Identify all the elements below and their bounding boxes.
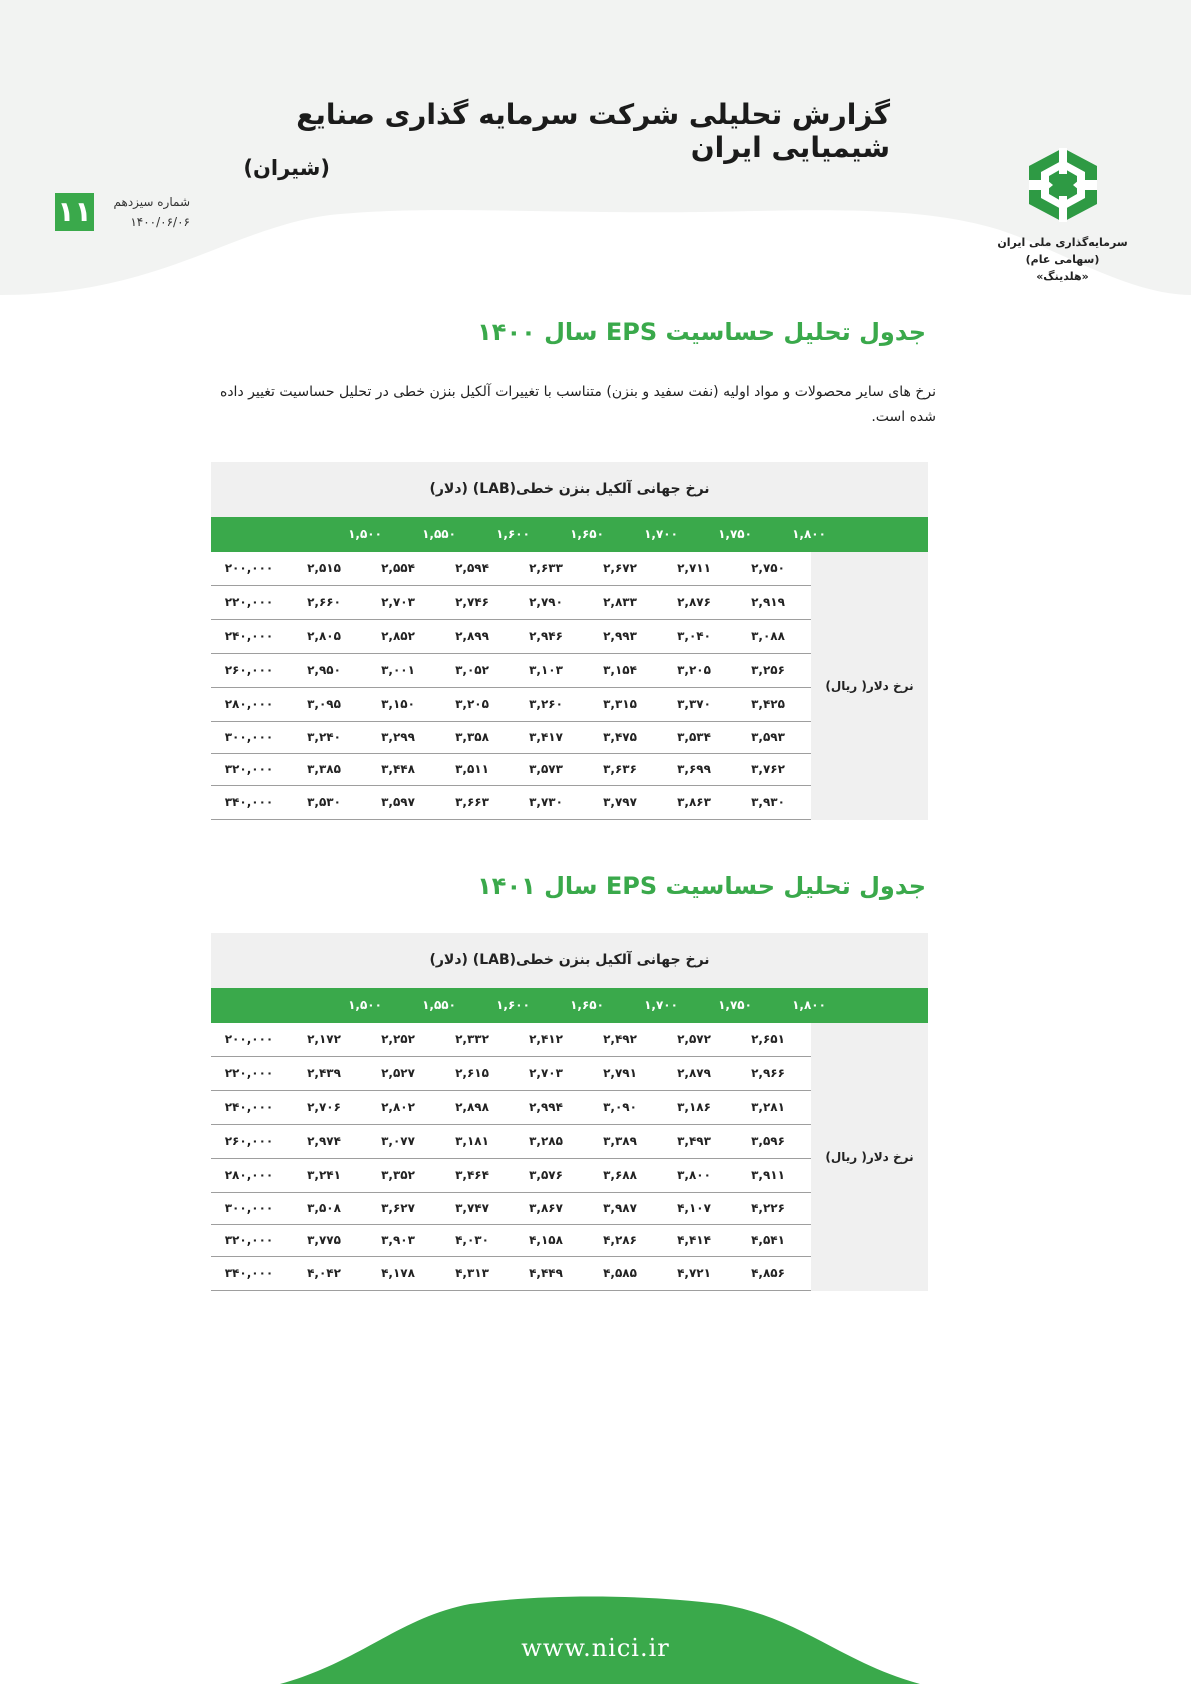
table-cell: ۲,۷۹۱ [603,1066,637,1080]
table-cell: ۲,۸۵۲ [381,629,415,643]
table-cell: ۳,۶۶۳ [455,795,489,809]
table-cell: ۳,۸۶۳ [677,795,711,809]
report-title: گزارش تحلیلی شرکت سرمایه گذاری صنایع شیمیایی ایران [296,98,890,164]
table-cell: ۳,۴۹۳ [677,1134,711,1148]
table-cell: ۲,۱۷۲ [307,1032,341,1046]
table-cell: ۲,۸۳۳ [603,595,637,609]
row-label: ۲۴۰,۰۰۰ [224,629,274,643]
table-cell: ۴,۲۸۶ [603,1233,637,1247]
table-cell: ۳,۸۶۷ [529,1201,563,1215]
column-header: ۱,۵۰۰ [348,998,382,1012]
website-link[interactable]: www.nici.ir [521,1634,670,1662]
table-cell: ۲,۳۳۲ [455,1032,489,1046]
table-cell: ۳,۳۸۹ [603,1134,637,1148]
table-cell: ۳,۲۵۶ [751,663,785,677]
row-label: ۲۲۰,۰۰۰ [224,595,274,609]
issue-info [100,192,190,232]
table-cell: ۳,۰۵۲ [455,663,489,677]
row-label: ۳۴۰,۰۰۰ [224,1266,274,1280]
table-cell: ۴,۱۰۷ [677,1201,711,1215]
report-subtitle: (شیران) [243,156,330,180]
table-cell: ۲,۵۷۲ [677,1032,711,1046]
row-label: ۲۸۰,۰۰۰ [224,1168,274,1182]
table-cell: ۴,۱۵۸ [529,1233,563,1247]
table-row [211,1159,811,1193]
table-cell: ۳,۳۵۸ [455,730,489,744]
column-header: ۱,۶۵۰ [570,527,604,541]
column-header: ۱,۵۰۰ [348,527,382,541]
table-cell: ۲,۷۱۱ [677,561,711,575]
table-cell: ۳,۶۹۹ [677,762,711,776]
row-label: ۳۲۰,۰۰۰ [224,1233,274,1247]
column-header: ۱,۶۰۰ [496,998,530,1012]
row-label: ۳۰۰,۰۰۰ [224,1201,274,1215]
table-cell: ۲,۴۹۲ [603,1032,637,1046]
table-row [211,688,811,722]
table-header-row [211,517,928,552]
column-header: ۱,۷۰۰ [644,998,678,1012]
table-cell: ۳,۲۰۵ [455,697,489,711]
table-cell: ۳,۰۰۱ [381,663,415,677]
table-cell: ۳,۱۵۴ [603,663,637,677]
table-cell: ۳,۹۰۳ [381,1233,415,1247]
table-cell: ۴,۳۱۳ [455,1266,489,1280]
company-name [975,234,1150,285]
table-cell: ۴,۷۲۱ [677,1266,711,1280]
table-cell: ۳,۱۵۰ [381,697,415,711]
table-cell: ۳,۵۰۸ [307,1201,341,1215]
table-row [211,552,811,586]
section-title-1400: جدول تحلیل حساسیت EPS سال ۱۴۰۰ [477,318,926,346]
table-cell: ۳,۴۴۸ [381,762,415,776]
column-header: ۱,۶۵۰ [570,998,604,1012]
table-cell: ۲,۵۹۴ [455,561,489,575]
table-cell: ۳,۵۳۴ [677,730,711,744]
row-label: ۲۶۰,۰۰۰ [224,663,274,677]
table-cell: ۲,۹۴۶ [529,629,563,643]
table-cell: ۳,۰۴۰ [677,629,711,643]
table-cell: ۳,۲۸۱ [751,1100,785,1114]
table-cell: ۳,۳۵۲ [381,1168,415,1182]
table-cell: ۲,۸۷۹ [677,1066,711,1080]
table-cell: ۳,۷۴۷ [455,1201,489,1215]
table-cell: ۳,۹۱۱ [751,1168,785,1182]
table-cell: ۲,۹۷۴ [307,1134,341,1148]
table-cell: ۳,۹۸۷ [603,1201,637,1215]
table-cell: ۲,۵۲۷ [381,1066,415,1080]
sensitivity-table-1400 [211,462,928,820]
table-cell: ۲,۷۹۰ [529,595,563,609]
table-cell: ۲,۶۵۱ [751,1032,785,1046]
table-cell: ۳,۴۷۵ [603,730,637,744]
column-header: ۱,۷۰۰ [644,527,678,541]
table-cell: ۳,۸۰۰ [677,1168,711,1182]
table-row [211,1225,811,1257]
row-label: ۲۴۰,۰۰۰ [224,1100,274,1114]
table-cell: ۳,۱۸۶ [677,1100,711,1114]
row-label: ۲۲۰,۰۰۰ [224,1066,274,1080]
table-cell: ۳,۷۳۰ [529,795,563,809]
table-cell: ۳,۲۶۰ [529,697,563,711]
issue-date: ۱۴۰۰/۰۶/۰۶ [130,215,190,229]
table-cell: ۳,۴۶۴ [455,1168,489,1182]
table-cell: ۳,۵۳۰ [307,795,341,809]
table-header-row [211,988,928,1023]
table-row [211,654,811,688]
table-cell: ۳,۳۱۵ [603,697,637,711]
table-cell: ۲,۷۰۶ [307,1100,341,1114]
table-cell: ۳,۹۳۰ [751,795,785,809]
table-cell: ۲,۷۴۶ [455,595,489,609]
table-row [211,1057,811,1091]
table-cell: ۲,۸۹۹ [455,629,489,643]
table-cell: ۲,۵۵۴ [381,561,415,575]
table-cell: ۳,۰۸۸ [751,629,785,643]
table-cell: ۳,۷۷۵ [307,1233,341,1247]
table-row [211,722,811,754]
row-label: ۲۰۰,۰۰۰ [224,561,274,575]
table-body [211,1023,928,1291]
company-name-line1: سرمایه‌گذاری ملی ایران (سهامی عام) [997,236,1128,266]
company-name-line2: «هلدینگ» [1036,270,1089,283]
table-cell: ۴,۴۱۴ [677,1233,711,1247]
table-cell: ۴,۸۵۶ [751,1266,785,1280]
column-header: ۱,۷۵۰ [718,998,752,1012]
table-cell: ۲,۹۱۹ [751,595,785,609]
table-cell: ۳,۴۱۷ [529,730,563,744]
sensitivity-table-1401 [211,933,928,1291]
table-caption: نرخ جهانی آلکیل بنزن خطی(LAB) (دلار) [429,481,710,497]
company-logo-icon [1025,146,1101,224]
row-axis-label: نرخ دلار( ریال) [811,552,928,820]
table-cell: ۲,۹۶۶ [751,1066,785,1080]
table-cell: ۳,۲۸۵ [529,1134,563,1148]
table-cell: ۳,۲۴۱ [307,1168,341,1182]
table-cell: ۳,۵۱۱ [455,762,489,776]
table-cell: ۲,۹۹۳ [603,629,637,643]
table-cell: ۲,۹۵۰ [307,663,341,677]
table-cell: ۲,۸۹۸ [455,1100,489,1114]
table-cell: ۳,۷۹۷ [603,795,637,809]
table-cell: ۴,۴۴۹ [529,1266,563,1280]
table-caption: نرخ جهانی آلکیل بنزن خطی(LAB) (دلار) [429,952,710,968]
table-cell: ۳,۵۹۷ [381,795,415,809]
table-cell: ۳,۲۰۵ [677,663,711,677]
table-cell: ۳,۰۹۵ [307,697,341,711]
section-title-1401: جدول تحلیل حساسیت EPS سال ۱۴۰۱ [477,872,926,900]
table-cell: ۳,۶۳۶ [603,762,637,776]
table-row [211,786,811,820]
issue-label: شماره سیزدهم [113,195,190,209]
table-cell: ۳,۵۷۳ [529,762,563,776]
table-cell: ۳,۵۹۳ [751,730,785,744]
section-paragraph: نرخ های سایر محصولات و مواد اولیه (نفت سفید و بنزن) متناسب با تغییرات آلکیل بنزن خطی در تحلیل حساسیت تغییر داده شده است. [219,384,936,425]
table-cell: ۳,۶۸۸ [603,1168,637,1182]
table-cell: ۳,۵۹۶ [751,1134,785,1148]
column-header: ۱,۵۵۰ [422,998,456,1012]
column-header: ۱,۷۵۰ [718,527,752,541]
table-row [211,754,811,786]
table-cell: ۴,۵۴۱ [751,1233,785,1247]
table-cell: ۴,۵۸۵ [603,1266,637,1280]
table-cell: ۳,۰۷۷ [381,1134,415,1148]
table-cell: ۲,۸۰۲ [381,1100,415,1114]
table-cell: ۲,۲۵۲ [381,1032,415,1046]
table-cell: ۴,۰۳۰ [455,1233,489,1247]
table-cell: ۴,۱۷۸ [381,1266,415,1280]
page-number: ۱۱ [55,193,94,231]
table-cell: ۲,۸۰۵ [307,629,341,643]
table-cell: ۳,۶۲۷ [381,1201,415,1215]
table-cell: ۳,۴۲۵ [751,697,785,711]
table-row [211,620,811,654]
row-label: ۲۸۰,۰۰۰ [224,697,274,711]
table-row [211,1023,811,1057]
table-cell: ۲,۶۷۲ [603,561,637,575]
table-cell: ۲,۶۱۵ [455,1066,489,1080]
table-cell: ۲,۷۰۳ [529,1066,563,1080]
table-row [211,586,811,620]
table-cell: ۳,۳۸۵ [307,762,341,776]
table-cell: ۳,۰۹۰ [603,1100,637,1114]
table-cell: ۳,۷۶۲ [751,762,785,776]
table-cell: ۲,۶۳۳ [529,561,563,575]
table-cell: ۲,۵۱۵ [307,561,341,575]
row-label: ۲۰۰,۰۰۰ [224,1032,274,1046]
row-label: ۲۶۰,۰۰۰ [224,1134,274,1148]
table-cell: ۳,۱۸۱ [455,1134,489,1148]
table-cell: ۲,۶۶۰ [307,595,341,609]
table-row [211,1193,811,1225]
table-cell: ۲,۸۷۶ [677,595,711,609]
table-cell: ۴,۰۴۲ [307,1266,341,1280]
table-cell: ۳,۱۰۳ [529,663,563,677]
table-row [211,1257,811,1291]
column-header: ۱,۸۰۰ [792,527,826,541]
table-cell: ۳,۲۹۹ [381,730,415,744]
table-cell: ۳,۳۷۰ [677,697,711,711]
table-cell: ۲,۴۱۲ [529,1032,563,1046]
table-cell: ۲,۴۳۹ [307,1066,341,1080]
table-row [211,1091,811,1125]
row-label: ۳۰۰,۰۰۰ [224,730,274,744]
table-cell: ۲,۹۹۴ [529,1100,563,1114]
table-cell: ۳,۲۴۰ [307,730,341,744]
table-cell: ۲,۷۰۳ [381,595,415,609]
row-label: ۳۲۰,۰۰۰ [224,762,274,776]
column-header: ۱,۶۰۰ [496,527,530,541]
row-axis-label: نرخ دلار( ریال) [811,1023,928,1291]
row-label: ۳۴۰,۰۰۰ [224,795,274,809]
table-cell: ۲,۷۵۰ [751,561,785,575]
table-row [211,1125,811,1159]
table-body [211,552,928,820]
table-cell: ۳,۵۷۶ [529,1168,563,1182]
column-header: ۱,۸۰۰ [792,998,826,1012]
table-cell: ۴,۲۲۶ [751,1201,785,1215]
column-header: ۱,۵۵۰ [422,527,456,541]
